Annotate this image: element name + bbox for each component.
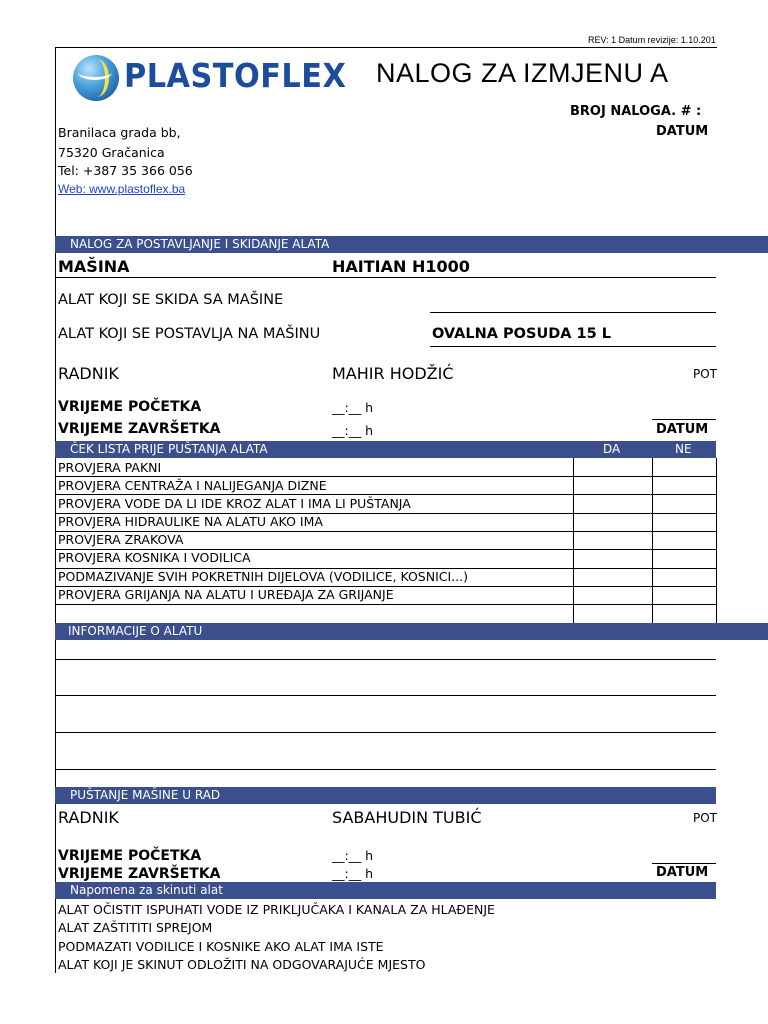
notes-band-label: Napomena za skinuti alat — [70, 883, 223, 897]
band-overflow — [716, 236, 768, 253]
checklist-item: PROVJERA VODE DA LI IDE KROZ ALAT I IMA LI PUŠTANJA — [58, 496, 411, 511]
end-time-value[interactable]: __:__ h — [332, 423, 374, 438]
separator — [56, 277, 716, 278]
page-title: NALOG ZA IZMJENU A — [376, 58, 669, 88]
band-overflow — [716, 623, 768, 640]
checklist-col-no: NE — [675, 442, 692, 456]
note-item: ALAT OČISTIT ISPUHATI VODE IZ PRIKLJUČAKA I KANALA ZA HLAĐENJE — [58, 902, 495, 917]
checklist-row-line — [56, 494, 716, 495]
revision-info: REV: 1 Datum revizije: 1.10.201 — [588, 35, 716, 45]
checklist-row-line — [56, 604, 716, 605]
release-signature-label: POT — [693, 811, 718, 825]
checklist-item: PROVJERA KOSNIKA I VODILICA — [58, 550, 251, 565]
address-line-1: Branilaca grada bb, — [58, 125, 181, 140]
note-item: PODMAZATI VODILICE I KOSNIKE AKO ALAT IMA ISTE — [58, 939, 384, 954]
release-date-label: DATUM — [656, 865, 709, 880]
end-time-label: VRIJEME ZAVRŠETKA — [58, 421, 221, 437]
release-band-label: PUŠTANJE MAŠINE U RAD — [70, 788, 221, 802]
release-signature-underline — [652, 863, 716, 864]
tool-installed-underline — [430, 346, 716, 347]
checklist-item: PROVJERA CENTRAŽA I NALIJEGANJA DIZNE — [58, 478, 327, 493]
checklist-item: PROVJERA HIDRAULIKE NA ALATU AKO IMA — [58, 514, 323, 529]
checklist-divider — [573, 458, 574, 623]
tool-info-band — [55, 623, 716, 640]
date-label: DATUM — [656, 422, 709, 437]
checklist-divider — [652, 458, 653, 623]
tool-info-line — [56, 659, 716, 660]
phone-number: Tel: +387 35 366 056 — [58, 163, 193, 178]
tool-installed-label: ALAT KOJI SE POSTAVLJA NA MAŠINU — [58, 326, 321, 342]
checklist-band — [55, 441, 716, 458]
release-worker-value: SABAHUDIN TUBIĆ — [332, 808, 482, 827]
tool-info-line — [56, 732, 716, 733]
worker-value: MAHIR HODŽIĆ — [332, 364, 454, 383]
machine-value: HAITIAN H1000 — [332, 257, 470, 276]
tool-info-line — [56, 695, 716, 696]
start-time-label: VRIJEME POČETKA — [58, 399, 202, 415]
tool-info-line — [56, 769, 716, 770]
header-date-label: DATUM — [656, 124, 709, 139]
release-start-label: VRIJEME POČETKA — [58, 848, 202, 864]
note-item: ALAT ZAŠTITITI SPREJOM — [58, 920, 213, 935]
checklist-row-line — [56, 476, 716, 477]
tool-removed-underline — [430, 312, 716, 313]
tool-info-band-label: INFORMACIJE O ALATU — [68, 624, 203, 638]
plastoflex-logo-icon — [73, 55, 119, 101]
signature-label: POT — [693, 367, 718, 381]
checklist-item: PODMAZIVANJE SVIH POKRETNIH DIJELOVA (VODILICE, KOSNICI...) — [58, 569, 468, 584]
notes-band — [55, 882, 716, 899]
address-line-2: 75320 Gračanica — [58, 145, 165, 160]
order-number-label: BROJ NALOGA. # : — [570, 104, 702, 119]
company-logo-text: PLASTOFLEX — [124, 56, 347, 95]
release-end-label: VRIJEME ZAVRŠETKA — [58, 866, 221, 882]
checklist-item: PROVJERA PAKNI — [58, 460, 162, 475]
tool-removed-label: ALAT KOJI SE SKIDA SA MAŠINE — [58, 292, 284, 308]
checklist-divider — [716, 458, 717, 623]
checklist-col-yes: DA — [603, 442, 621, 456]
release-band — [55, 787, 716, 804]
section-band-setup — [55, 236, 716, 253]
tool-installed-value: OVALNA POSUDA 15 L — [432, 326, 611, 342]
checklist-item: PROVJERA ZRAKOVA — [58, 532, 184, 547]
section-band-setup-label: NALOG ZA POSTAVLJANJE I SKIDANJE ALATA — [70, 237, 330, 251]
start-time-value[interactable]: __:__ h — [332, 400, 374, 415]
signature-underline — [652, 419, 716, 420]
checklist-band-label: ČEK LISTA PRIJE PUŠTANJA ALATA — [70, 442, 268, 456]
machine-label: MAŠINA — [58, 257, 130, 276]
release-end-value[interactable]: __:__ h — [332, 866, 374, 881]
release-worker-label: RADNIK — [58, 808, 119, 827]
checklist-item: PROVJERA GRIJANJA NA ALATU I UREĐAJA ZA GRIJANJE — [58, 587, 394, 602]
worker-label: RADNIK — [58, 364, 119, 383]
website-link[interactable]: Web: www.plastoflex.ba — [58, 182, 186, 196]
release-start-value[interactable]: __:__ h — [332, 848, 374, 863]
note-item: ALAT KOJI JE SKINUT ODLOŽITI NA ODGOVARAJUĆE MJESTO — [58, 957, 426, 972]
